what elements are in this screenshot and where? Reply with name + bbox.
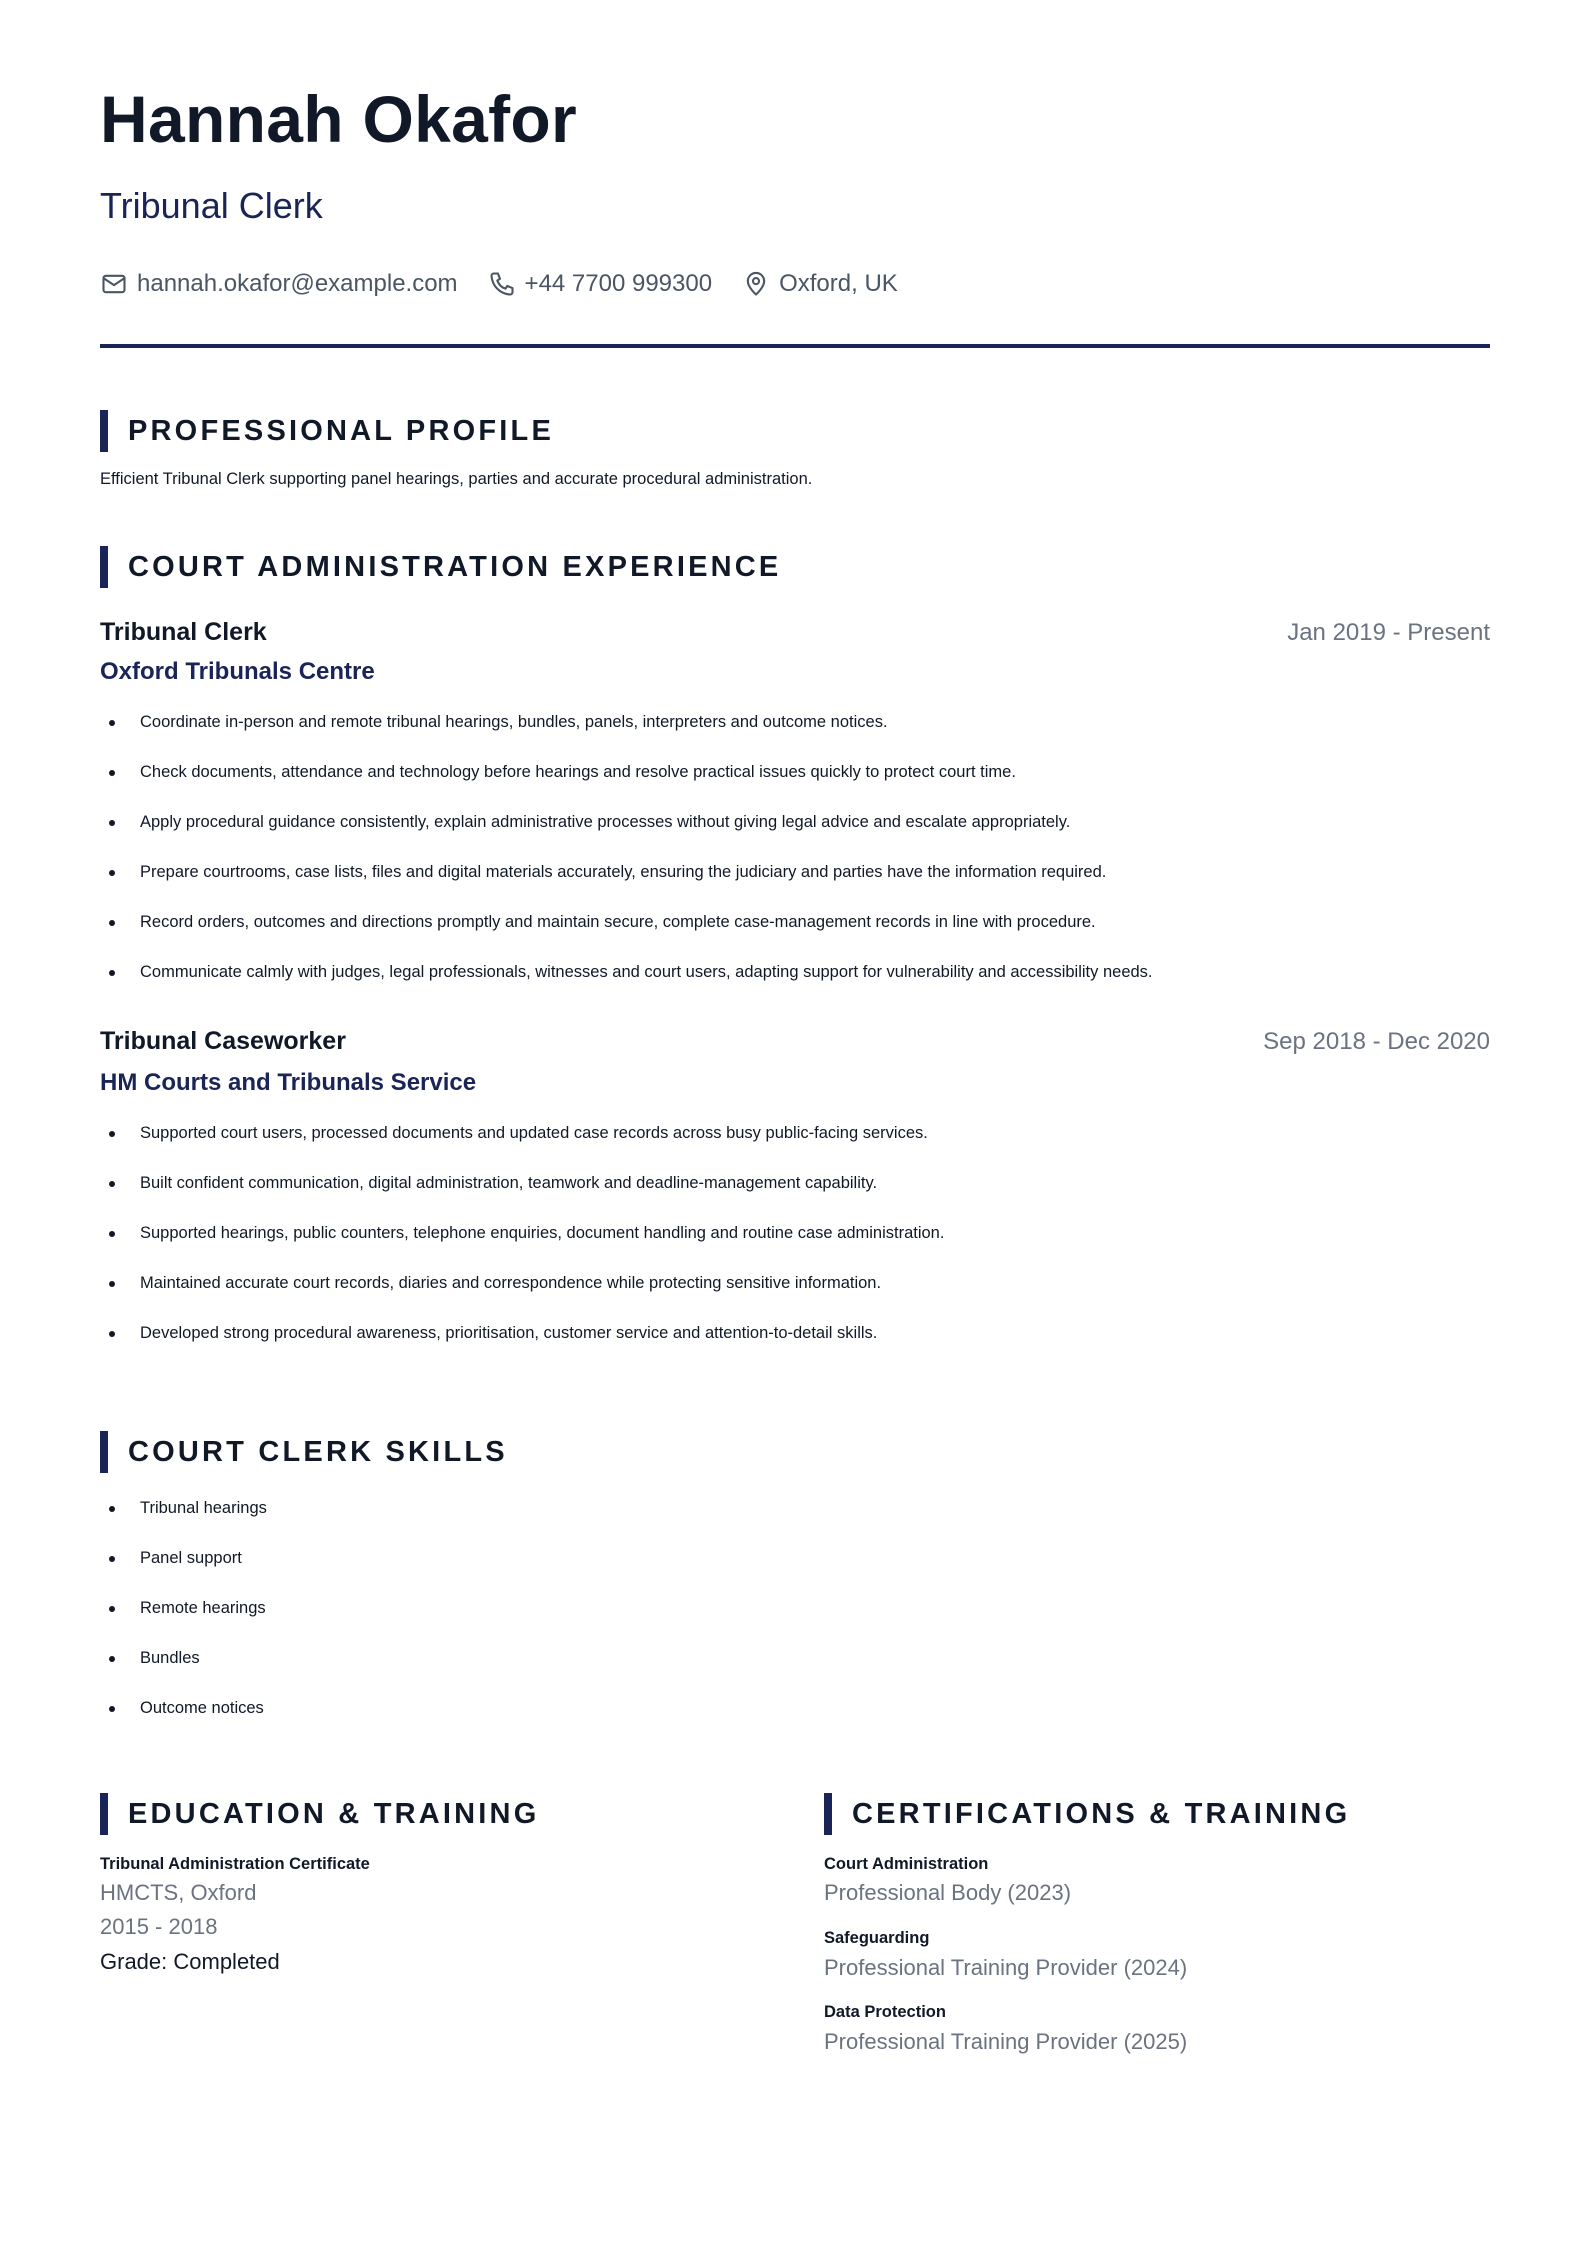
job-bullets [100,1124,944,1374]
education-years: 2015 - 2018 [100,1914,218,1939]
education-institution: HMCTS, Oxford [100,1880,257,1905]
candidate-name: Hannah Okafor [100,82,577,156]
skill-item: Remote hearings [100,1599,267,1649]
section-heading-text: PROFESSIONAL PROFILE [128,414,555,447]
skill-item: Tribunal hearings [100,1499,267,1549]
list-item: Communicate calmly with judges, legal professionals, witnesses and court users, adapting support for vulnerability and accessibility needs. [100,963,1153,1013]
contact-bar [100,270,898,298]
contact-email[interactable] [100,270,458,298]
section-heading-experience [100,546,781,588]
certification-title: Safeguarding [824,1929,930,1947]
job-dates: Sep 2018 - Dec 2020 [1263,1028,1490,1055]
section-heading-text: EDUCATION & TRAINING [128,1797,540,1830]
section-accent-bar [100,410,108,452]
header-divider [100,344,1490,348]
list-item: Apply procedural guidance consistently, explain administrative processes without giving legal advice and escalate appropriately. [100,813,1153,863]
list-item: Supported court users, processed documents and updated case records across busy public-facing services. [100,1124,944,1174]
section-heading-certifications [824,1793,1350,1835]
mail-icon [100,270,128,298]
job-bullets [100,713,1153,1013]
phone-icon [488,270,516,298]
certification-detail: Professional Body (2023) [824,1880,1072,1905]
job-organization: HM Courts and Tribunals Service [100,1069,477,1096]
certification-detail: Professional Training Provider (2025) [824,2029,1188,2054]
profile-summary: Efficient Tribunal Clerk supporting panel hearings, parties and accurate procedural administration. [100,470,813,488]
certification-title: Court Administration [824,1855,989,1873]
section-accent-bar [824,1793,832,1835]
list-item: Supported hearings, public counters, telephone enquiries, document handling and routine case administration. [100,1224,944,1274]
section-heading-text: CERTIFICATIONS & TRAINING [852,1797,1351,1830]
section-heading-profile [100,410,554,452]
education-grade: Grade: Completed [100,1949,280,1974]
section-accent-bar [100,1431,108,1473]
job-organization: Oxford Tribunals Centre [100,658,375,685]
section-heading-text: COURT ADMINISTRATION EXPERIENCE [128,550,782,583]
contact-email-text: hannah.okafor@example.com [137,270,458,297]
section-accent-bar [100,1793,108,1835]
section-heading-text: COURT CLERK SKILLS [128,1435,508,1468]
skill-item: Outcome notices [100,1699,267,1749]
section-accent-bar [100,546,108,588]
skills-list [100,1499,267,1749]
list-item: Coordinate in-person and remote tribunal hearings, bundles, panels, interpreters and outcome notices. [100,713,1153,763]
candidate-title: Tribunal Clerk [100,185,323,226]
section-heading-skills [100,1431,508,1473]
list-item: Prepare courtrooms, case lists, files and digital materials accurately, ensuring the judiciary and parties have the information required. [100,863,1153,913]
certification-detail: Professional Training Provider (2024) [824,1955,1188,1980]
job-title: Tribunal Clerk [100,618,267,646]
list-item: Built confident communication, digital administration, teamwork and deadline-management capability. [100,1174,944,1224]
certification-title: Data Protection [824,2003,946,2021]
education-title: Tribunal Administration Certificate [100,1855,370,1873]
skill-item: Panel support [100,1549,267,1599]
job-dates: Jan 2019 - Present [1287,619,1490,646]
job-title: Tribunal Caseworker [100,1027,346,1055]
map-pin-icon [742,270,770,298]
list-item: Maintained accurate court records, diaries and correspondence while protecting sensitive information. [100,1274,944,1324]
list-item: Record orders, outcomes and directions promptly and maintain secure, complete case-management records in line with procedure. [100,913,1153,963]
section-heading-education [100,1793,539,1835]
list-item: Developed strong procedural awareness, prioritisation, customer service and attention-to-detail skills. [100,1324,944,1374]
list-item: Check documents, attendance and technology before hearings and resolve practical issues quickly to protect court time. [100,763,1153,813]
contact-phone[interactable] [488,270,713,298]
contact-location-text: Oxford, UK [779,270,898,297]
contact-phone-text: +44 7700 999300 [524,270,713,297]
contact-location [742,270,898,298]
skill-item: Bundles [100,1649,267,1699]
